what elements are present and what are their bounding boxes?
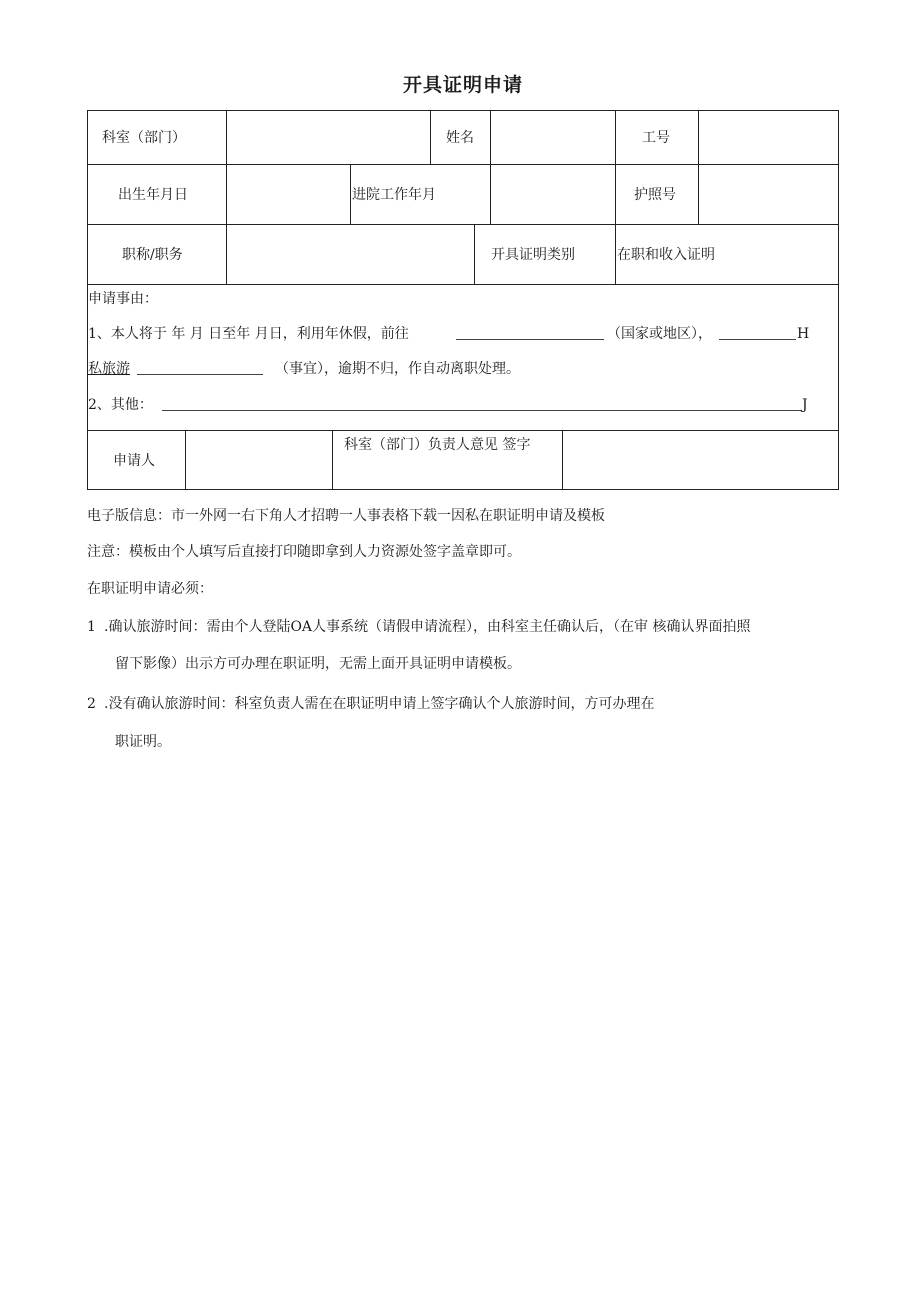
reason-line1-text: 1、本人将于 年 月 日至年 月日，利用年休假，前往 xyxy=(88,326,409,342)
col-divider xyxy=(474,224,475,284)
birth-date-field[interactable] xyxy=(227,165,350,224)
dept-head-signature-field[interactable] xyxy=(563,431,838,489)
requirements-heading: 在职证明申请必须： xyxy=(87,581,213,597)
applicant-signature-field[interactable] xyxy=(186,431,332,489)
employee-id-label: 工号 xyxy=(642,130,670,146)
hire-date-field[interactable] xyxy=(491,165,615,224)
requirement-2-line2: 职证明。 xyxy=(115,734,171,750)
passport-label: 护照号 xyxy=(634,187,676,203)
other-blank[interactable] xyxy=(162,410,802,411)
job-title-field[interactable] xyxy=(227,225,474,284)
name-field[interactable] xyxy=(491,111,615,164)
reason-line1-country: （国家或地区）， xyxy=(607,326,712,342)
employee-id-field[interactable] xyxy=(699,111,838,164)
page-title: 开具证明申请 xyxy=(402,74,523,96)
requirement-1-line2: 留下影像）出示方可办理在职证明，无需上面开具证明申请模板。 xyxy=(115,656,521,672)
electronic-info-note: 电子版信息：市一外网一右下角人才招聘一人事表格下载一因私在职证明申请及模板 xyxy=(87,508,605,524)
dept-field[interactable] xyxy=(227,111,430,164)
requirement-1-line1: .确认旅游时间：需由个人登陆OA人事系统（请假申请流程），由科室主任确认后，（在审 核确认界面拍照 xyxy=(104,619,751,635)
dept-label: 科室（部门） xyxy=(102,130,186,146)
matter-blank[interactable] xyxy=(137,374,263,375)
col-divider xyxy=(615,110,616,284)
applicant-label: 申请人 xyxy=(113,453,155,469)
birth-date-label: 出生年月日 xyxy=(118,187,188,203)
destination-blank[interactable] xyxy=(456,339,604,340)
requirement-2-line1: .没有确认旅游时间：科室负责人需在在职证明申请上签字确认个人旅游时间，方可办理在 xyxy=(104,696,655,712)
job-title-label: 职称/职务 xyxy=(122,247,183,263)
reason-other-label: 2、其他： xyxy=(88,397,153,413)
reason-heading: 申请事由： xyxy=(88,291,158,307)
col-divider xyxy=(350,164,351,224)
reason-line1-end: H xyxy=(797,326,810,342)
col-divider xyxy=(332,430,333,490)
certificate-type-value: 在职和收入证明 xyxy=(617,247,715,263)
hire-date-label: 进院工作年月 xyxy=(352,187,436,203)
name-label: 姓名 xyxy=(446,130,474,146)
col-divider xyxy=(430,110,431,164)
requirement-1-number: 1 xyxy=(87,619,96,635)
purpose-blank[interactable] xyxy=(719,339,796,340)
reason-line2-text: （事宜），逾期不归，作自动离职处理。 xyxy=(275,361,520,377)
certificate-type-label: 开具证明类别 xyxy=(491,247,575,263)
passport-field[interactable] xyxy=(699,165,838,224)
attention-note: 注意：模板由个人填写后直接打印随即拿到人力资源处签字盖章即可。 xyxy=(87,544,521,560)
row-divider xyxy=(87,284,839,285)
reason-line2-start: 私旅游 xyxy=(88,361,130,377)
dept-head-opinion-label: 科室（部门）负责人意见 签字 xyxy=(344,437,531,453)
reason-other-end: J xyxy=(802,397,808,413)
requirement-2-number: 2 xyxy=(87,696,96,712)
